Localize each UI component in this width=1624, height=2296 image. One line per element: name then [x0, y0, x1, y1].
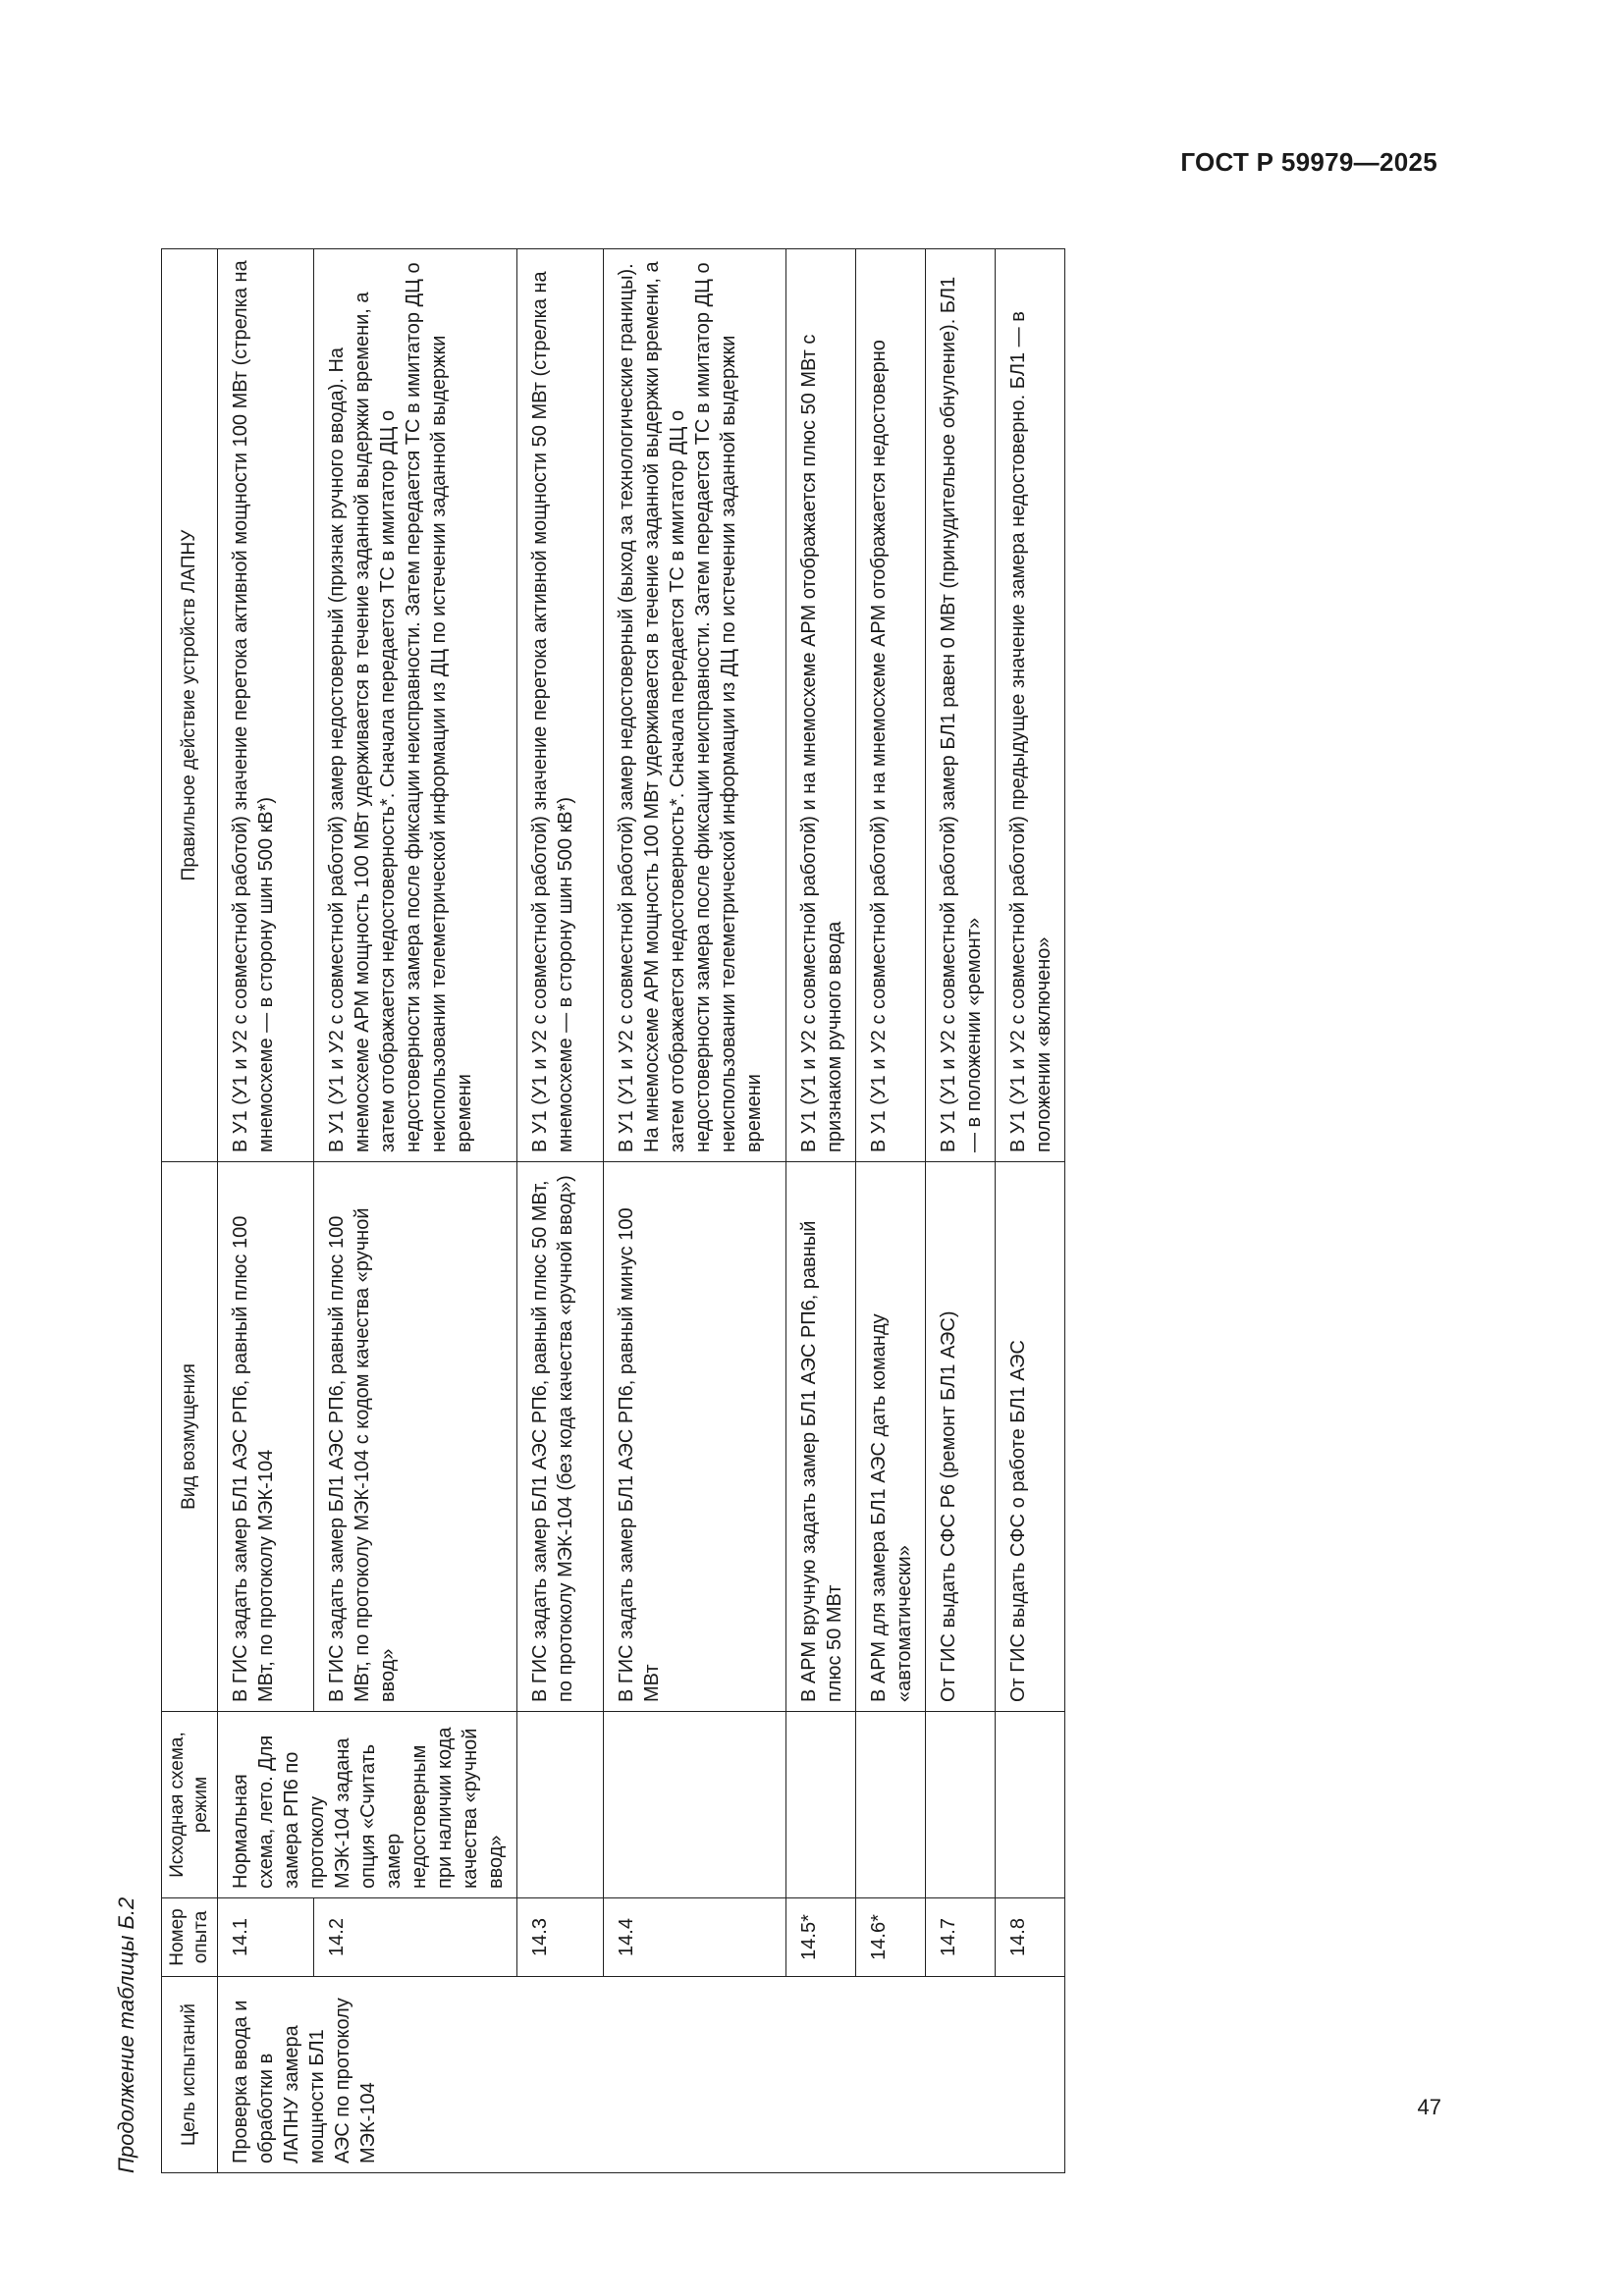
- table-row: [786, 249, 856, 2173]
- action-cell: В У1 (У1 и У2 с совместной работой) замер БЛ1 равен 0 МВт (принудительное обнуление). БЛ1 — в положении «ремонт»: [926, 249, 996, 1162]
- disturbance-cell: От ГИС выдать СФС о работе БЛ1 АЭС: [996, 1162, 1065, 1712]
- test-number: 14.4: [604, 1898, 786, 1977]
- action-cell: В У1 (У1 и У2 с совместной работой) значение перетока активной мощности 100 МВт (стрелка на мнемосхеме — в сторону шин 500 кВ*): [218, 249, 314, 1162]
- column-header-number: Номер опыта: [162, 1898, 218, 1977]
- table-row: [856, 249, 926, 2173]
- column-header-correct-action: Правильное действие устройств ЛАПНУ: [162, 249, 218, 1162]
- goal-cell: Проверка ввода и обработки в ЛАПНУ замера мощности БЛ1 АЭС по протоколу МЭК-104: [218, 1977, 1065, 2173]
- test-number: 14.1: [218, 1898, 314, 1977]
- action-cell: В У1 (У1 и У2 с совместной работой) значение перетока активной мощности 50 МВт (стрелка на мнемосхеме — в сторону шин 500 кВ*): [517, 249, 604, 1162]
- test-number: 14.5*: [786, 1898, 856, 1977]
- test-number: 14.2: [313, 1898, 516, 1977]
- initial-scheme-cell: Нормальная схема, лето. Для замера РП6 по протоколу МЭК-104 задана опция «Считать замер недостоверным при наличии кода качества «ручной ввод»: [218, 1712, 517, 1898]
- test-number: 14.3: [517, 1898, 604, 1977]
- table-header-row: [162, 249, 218, 2173]
- column-header-goal: Цель испытаний: [162, 1977, 218, 2173]
- table-row: [517, 249, 604, 2173]
- rotated-table-block: [102, 249, 1258, 2173]
- initial-scheme-empty: [786, 1712, 856, 1898]
- disturbance-cell: В ГИС задать замер БЛ1 АЭС РП6, равный плюс 50 МВт, по протоколу МЭК-104 (без кода качества «ручной ввод»): [517, 1162, 604, 1712]
- action-cell: В У1 (У1 и У2 с совместной работой) замер недостоверный (выход за технологические границы). На мнемосхеме АРМ мощность 100 МВт удерживается в течение заданной выдержки времени, а затем отображается недостоверность*. Сначала передается ТС в имитатор ДЦ о недостоверности замера после фиксации неисправности. Затем передается ТС в имитатор ДЦ о неиспользовании телеметрической информации из ДЦ по истечении заданной выдержки времени: [604, 249, 786, 1162]
- action-cell: В У1 (У1 и У2 с совместной работой) предыдущее значение замера недостоверно. БЛ1 — в положении «включено»: [996, 249, 1065, 1162]
- document-code: ГОСТ Р 59979—2025: [1180, 147, 1437, 177]
- disturbance-cell: От ГИС выдать СФС Р6 (ремонт БЛ1 АЭС): [926, 1162, 996, 1712]
- test-table: [161, 248, 1065, 2173]
- disturbance-cell: В АРМ для замера БЛ1 АЭС дать команду «автоматически»: [856, 1162, 926, 1712]
- table-row: [218, 249, 314, 2173]
- table-caption: Продолжение таблицы Б.2: [114, 1896, 138, 2173]
- initial-scheme-empty: [604, 1712, 786, 1898]
- test-number: 14.7: [926, 1898, 996, 1977]
- disturbance-cell: В АРМ вручную задать замер БЛ1 АЭС РП6, равный плюс 50 МВт: [786, 1162, 856, 1712]
- action-cell: В У1 (У1 и У2 с совместной работой) и на мнемосхеме АРМ отображается недостоверно: [856, 249, 926, 1162]
- action-cell: В У1 (У1 и У2 с совместной работой) замер недостоверный (признак ручного ввода). На мнемосхеме АРМ мощность 100 МВт удерживается в течение заданной выдержки времени, а затем отображается недостоверность*. Сначала передается ТС в имитатор ДЦ о недостоверности замера после фиксации неисправности. Затем передается ТС в имитатор ДЦ о неиспользовании телеметрической информации из ДЦ по истечении заданной выдержки времени: [313, 249, 516, 1162]
- disturbance-cell: В ГИС задать замер БЛ1 АЭС РП6, равный плюс 100 МВт, по протоколу МЭК-104: [218, 1162, 314, 1712]
- test-number: 14.8: [996, 1898, 1065, 1977]
- disturbance-cell: В ГИС задать замер БЛ1 АЭС РП6, равный плюс 100 МВт, по протоколу МЭК-104 с кодом качества «ручной ввод»: [313, 1162, 516, 1712]
- table-row: [996, 249, 1065, 2173]
- page-number: 47: [1417, 2095, 1441, 2119]
- initial-scheme-empty: [926, 1712, 996, 1898]
- table-row: [604, 249, 786, 2173]
- test-number: 14.6*: [856, 1898, 926, 1977]
- initial-scheme-empty: [856, 1712, 926, 1898]
- column-header-disturbance: Вид возмущения: [162, 1162, 218, 1712]
- initial-scheme-empty: [996, 1712, 1065, 1898]
- disturbance-cell: В ГИС задать замер БЛ1 АЭС РП6, равный минус 100 МВт: [604, 1162, 786, 1712]
- column-header-initial-scheme: Исходная схема, режим: [162, 1712, 218, 1898]
- table-row: [926, 249, 996, 2173]
- action-cell: В У1 (У1 и У2 с совместной работой) и на мнемосхеме АРМ отображается плюс 50 МВт с признаком ручного ввода: [786, 249, 856, 1162]
- initial-scheme-empty: [517, 1712, 604, 1898]
